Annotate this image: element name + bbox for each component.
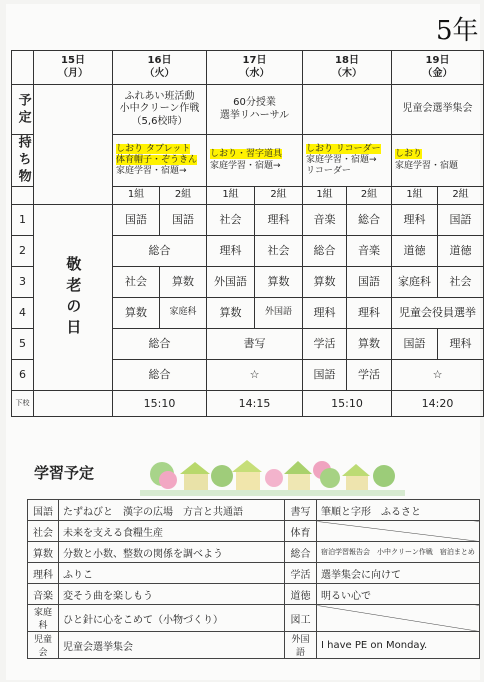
lesson-cell: 外国語 [207,267,255,298]
lesson-cell: 家庭科 [392,267,438,298]
study-plan-table [27,499,480,659]
yotei-d17: 60分授業 選挙リハーサル [207,85,303,135]
highlight-item: しおり リコーダー [306,143,381,154]
weekly-timetable [11,50,484,417]
day-header: 17日 （水） [207,51,303,85]
class-label: 1組 [113,187,160,205]
lesson-cell: ☆ [392,360,484,391]
lesson-cell: 外国語 [255,298,303,329]
plan-text: ひと針に心をこめて（小物づくり） [59,605,285,632]
plan-row [28,521,480,542]
day-header: 15日 （月） [34,51,113,85]
lesson-cell: 算数 [303,267,347,298]
yotei-row [12,85,484,135]
lesson-cell: 理科 [347,298,392,329]
plan-text: 分数と小数、整数の関係を調べよう [59,542,285,563]
mochimono-d17 [207,135,303,187]
plain-item: リコーダー [306,166,351,177]
plan-row [28,542,480,563]
plan-text: I have PE on Monday. [317,632,480,659]
lesson-cell: 国語 [392,329,438,360]
class-label: 1組 [303,187,347,205]
highlight-item: しおり [395,149,423,160]
lesson-cell: 総合 [113,329,207,360]
plan-row [28,584,480,605]
plain-item: 家庭学習・宿題 [395,160,459,171]
holiday-label: 敬老の日 [34,205,113,391]
plan-subject: 学活 [285,563,317,584]
lesson-cell: ☆ [207,360,303,391]
lesson-cell: 児童会役員選挙 [392,298,484,329]
highlight-item: しおり・習字道具 [210,149,283,160]
period-label: 6 [12,360,34,391]
lesson-cell: 国語 [347,267,392,298]
geko-time: 15:10 [303,391,392,417]
plan-subject: 児童会 [28,632,59,659]
lesson-cell: 国語 [438,205,484,236]
plan-text: 明るい心で [317,584,480,605]
plan-text: 変そう曲を楽しもう [59,584,285,605]
lesson-cell: 総合 [347,205,392,236]
highlight-item: しおり タブレット [116,143,191,154]
row-label-yotei: 予定 [12,85,34,135]
plan-subject: 国語 [28,500,59,521]
plan-text: 宿泊学習報告会 小中クリーン作戦 宿泊まとめ [317,542,480,563]
mochimono-d19 [392,135,484,187]
plan-row [28,632,480,659]
plan-text-empty [317,605,480,632]
plain-item: 家庭学習・宿題→ [306,154,377,165]
day-header: 19日 （金） [392,51,484,85]
period-label: 5 [12,329,34,360]
lesson-cell: 社会 [255,236,303,267]
lesson-cell: 算数 [113,298,160,329]
plan-subject: 家庭科 [28,605,59,632]
lesson-cell: 社会 [113,267,160,298]
plan-text: たずねびと 漢字の広場 方言と共通語 [59,500,285,521]
lesson-cell: 総合 [303,236,347,267]
geko-time: 14:20 [392,391,484,417]
lesson-cell: 社会 [438,267,484,298]
lesson-cell: 国語 [113,205,160,236]
plan-text: 未来を支える食糧生産 [59,521,285,542]
header-row [12,51,484,85]
period-label: 1 [12,205,34,236]
plan-text: 筆順と字形 ふるさと [317,500,480,521]
plan-text: 選挙集会に向けて [317,563,480,584]
lesson-cell: 理科 [438,329,484,360]
plan-subject: 道徳 [285,584,317,605]
row-label-geko: 下校 [12,391,34,417]
geko-d15 [34,391,113,417]
geko-time: 15:10 [113,391,207,417]
lesson-cell: 学活 [347,360,392,391]
mochimono-d18 [303,135,392,187]
lesson-cell: 総合 [113,360,207,391]
plan-subject: 理科 [28,563,59,584]
period-label: 3 [12,267,34,298]
plan-subject: 総合 [285,542,317,563]
period-label: 4 [12,298,34,329]
lesson-cell: 理科 [303,298,347,329]
period-label: 2 [12,236,34,267]
plan-text-empty [317,521,480,542]
lesson-cell: 学活 [303,329,347,360]
plain-item: 家庭学習・宿題→ [116,166,187,177]
class-label: 2組 [160,187,207,205]
highlight-item: 体育帽子・ぞうきん [116,154,198,165]
lesson-cell: 算数 [255,267,303,298]
plan-text: ふりこ [59,563,285,584]
geko-row [12,391,484,417]
period-row-1 [12,205,484,236]
lesson-cell: 書写 [207,329,303,360]
plan-text: 児童会選挙集会 [59,632,285,659]
class-label: 1組 [207,187,255,205]
blank-cell [12,187,34,205]
grade-label: 5年 [436,16,479,46]
lesson-cell: 社会 [207,205,255,236]
plan-subject: 音楽 [28,584,59,605]
holiday-top [34,85,113,205]
plan-subject: 体育 [285,521,317,542]
day-header: 18日 （木） [303,51,392,85]
lesson-cell: 算数 [160,267,207,298]
yotei-d19: 児童会選挙集会 [392,85,484,135]
plan-subject: 社会 [28,521,59,542]
plan-row [28,563,480,584]
geko-time: 14:15 [207,391,303,417]
lesson-cell: 音楽 [303,205,347,236]
day-header: 16日 （火） [113,51,207,85]
lesson-cell: 国語 [160,205,207,236]
row-label-mochimono: 持ち物 [12,135,34,187]
plan-row [28,500,480,521]
lesson-cell: 道徳 [392,236,438,267]
mochimono-d16 [113,135,207,187]
yotei-d16: ふれあい班活動 小中クリーン作戦 （5,6校時） [113,85,207,135]
lesson-cell: 国語 [303,360,347,391]
lesson-cell: 理科 [207,236,255,267]
lesson-cell: 算数 [207,298,255,329]
plan-subject: 算数 [28,542,59,563]
lesson-cell: 道徳 [438,236,484,267]
plan-row [28,605,480,632]
class-label: 2組 [347,187,392,205]
lesson-cell: 算数 [347,329,392,360]
plain-item: 家庭学習・宿題→ [210,160,281,171]
class-label: 1組 [392,187,438,205]
plan-title: 学習予定 [34,464,95,482]
class-label: 2組 [438,187,484,205]
lesson-cell: 総合 [113,236,207,267]
lesson-cell: 家庭科 [160,298,207,329]
plan-subject: 書写 [285,500,317,521]
corner-cell [12,51,34,85]
houses-illustration [140,452,405,496]
plan-subject: 図工 [285,605,317,632]
lesson-cell: 理科 [255,205,303,236]
lesson-cell: 理科 [392,205,438,236]
lesson-cell: 音楽 [347,236,392,267]
plan-subject: 外国語 [285,632,317,659]
yotei-d18 [303,85,392,135]
class-label: 2組 [255,187,303,205]
